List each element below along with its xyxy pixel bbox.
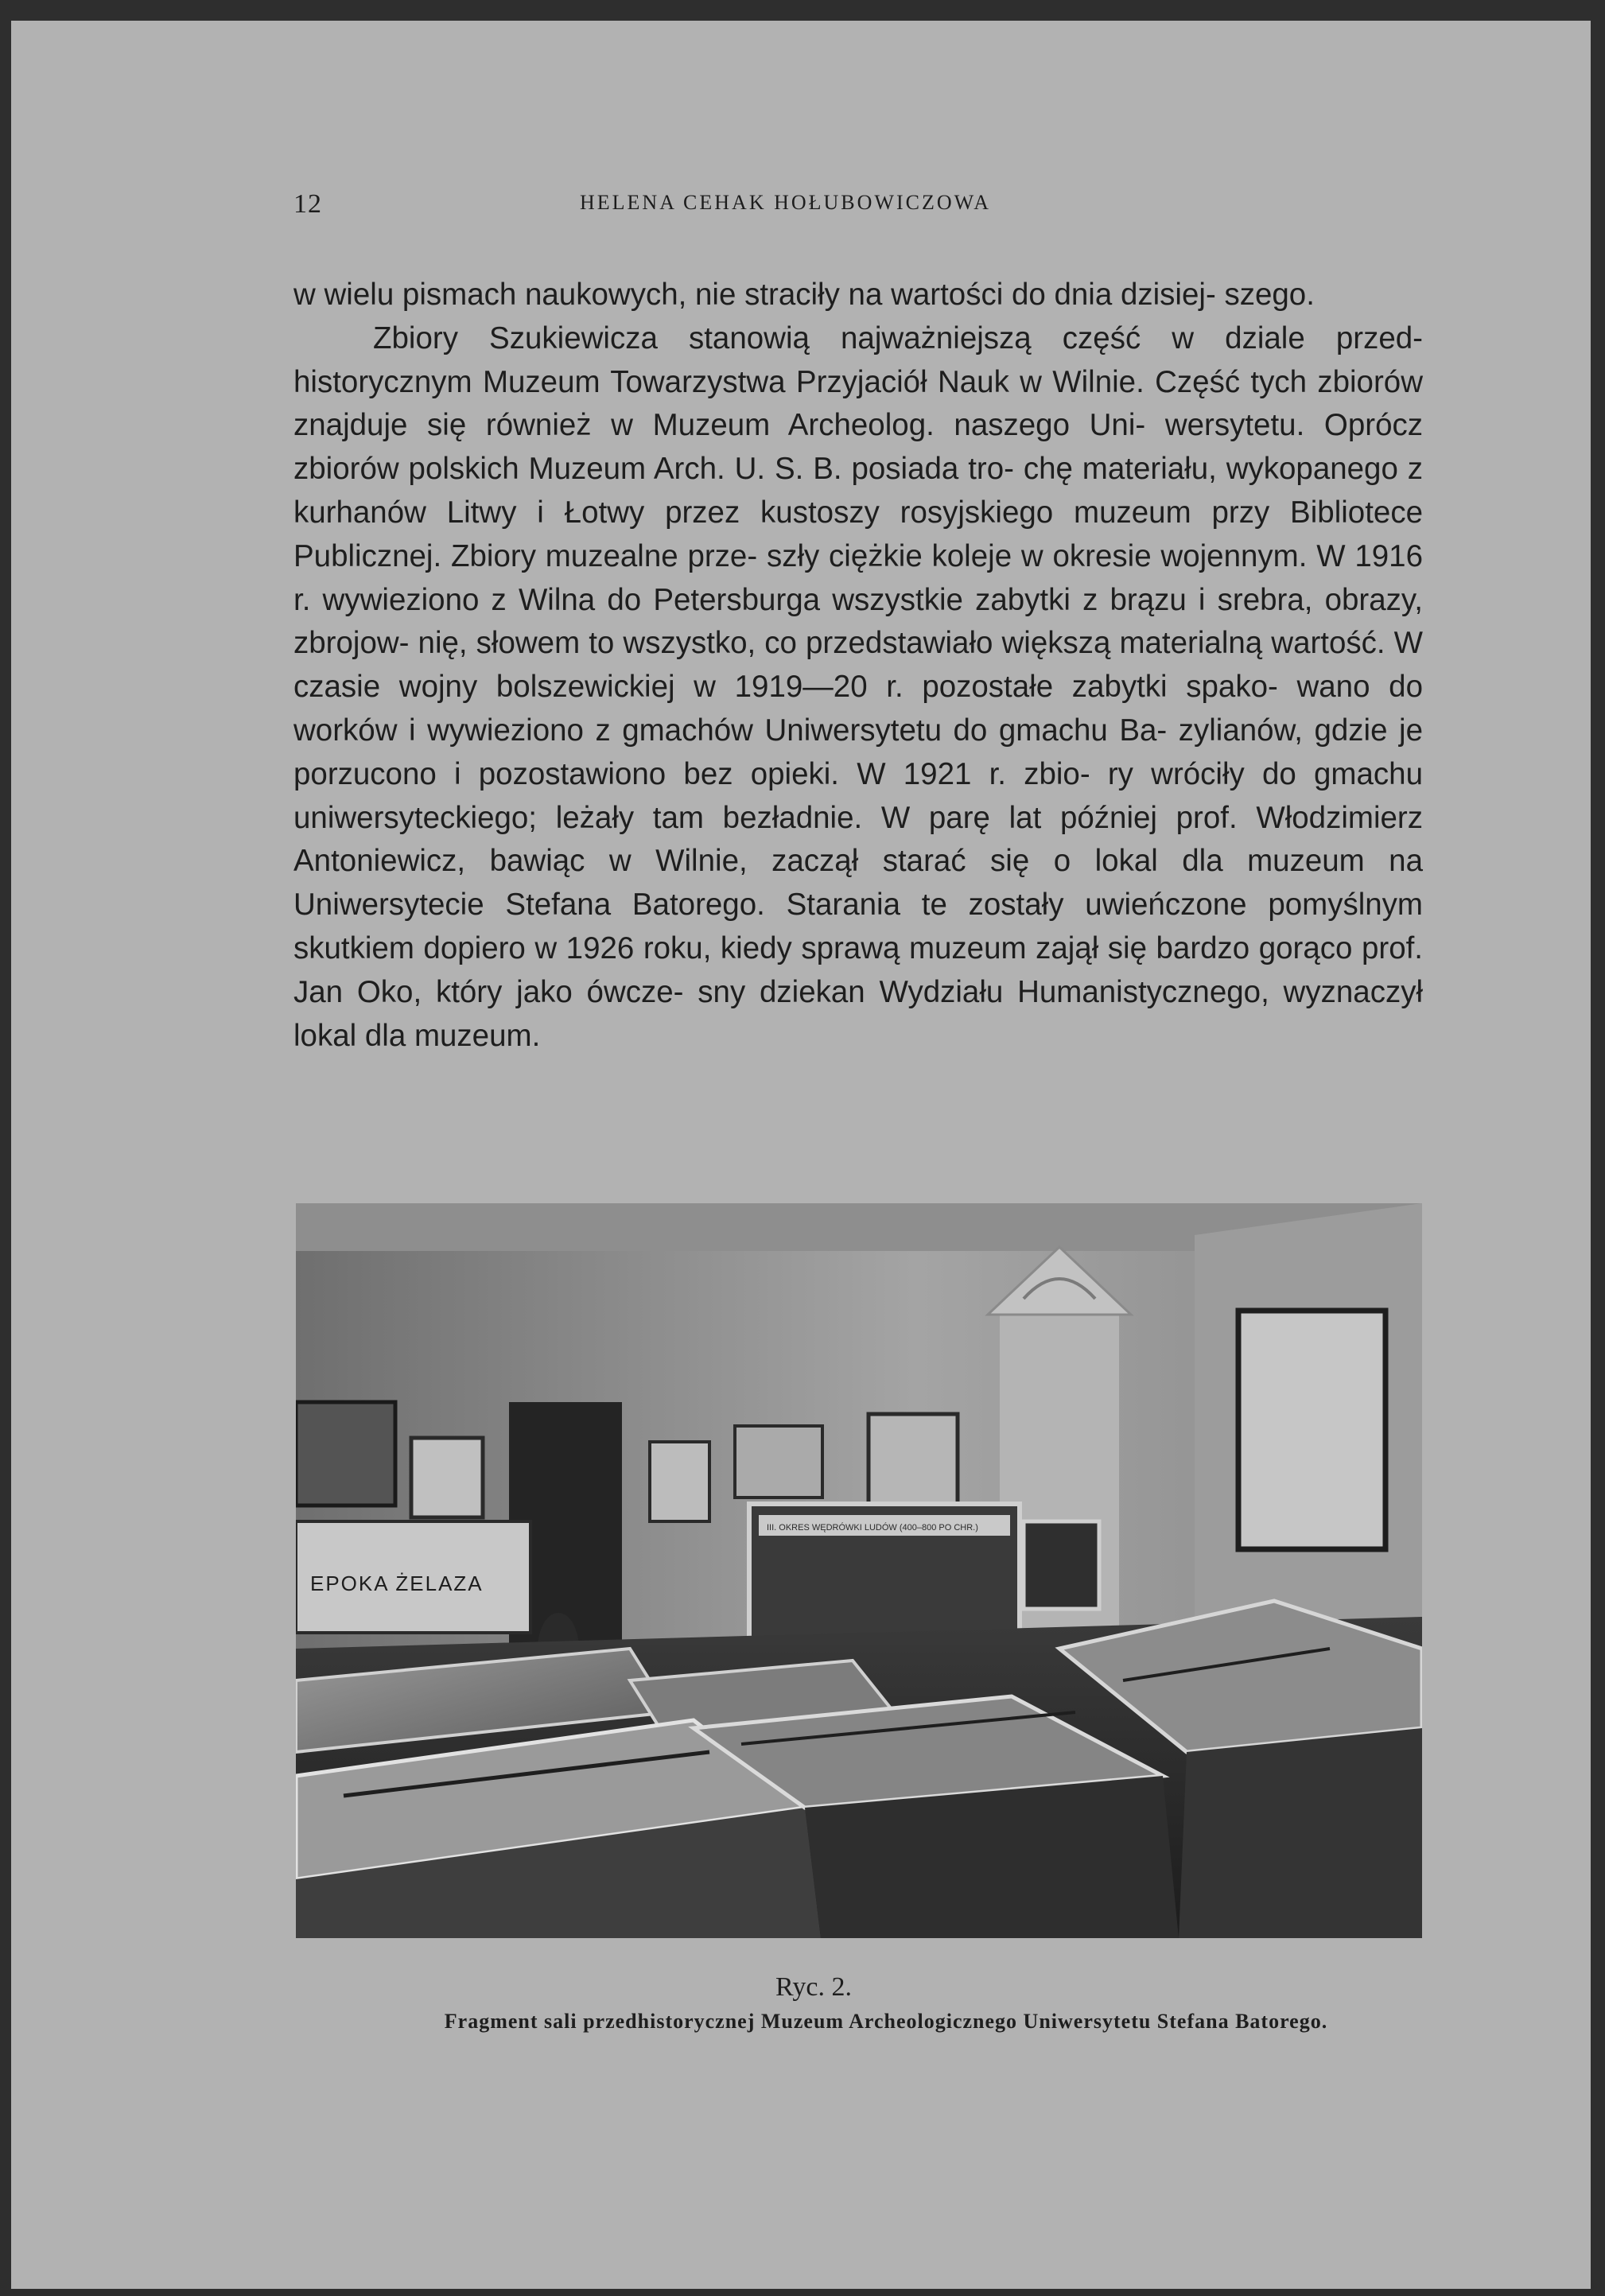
sign-okres-wedrowki: III. OKRES WĘDRÓWKI LUDÓW (400–800 PO CHR.) (767, 1523, 978, 1533)
museum-hall-photo (296, 1203, 1422, 1938)
paragraph-2: Zbiory Szukiewicza stanowią najważniejszą część w dziale przed- historycznym Muzeum Towarzystwa Przyjaciół Nauk w Wilnie. Część tych zbiorów znajduje się również w Muzeum Archeolog. naszego Uni- wersytetu. Oprócz zbiorów polskich Muzeum Arch. U. S. B. posiada tro- chę materiału, wykopanego z kurhanów Litwy i Łotwy przez kustoszy rosyjskiego muzeum przy Bibliotece Publicznej. Zbiory muzealne prze- szły ciężkie koleje w okresie wojennym. W 1916 r. wywieziono z Wilna do Petersburga wszystkie zabytki z brązu i srebra, obrazy, zbrojow- nię, słowem to wszystko, co przedstawiało większą materialną wartość. W czasie wojny bolszewickiej w 1919—20 r. pozostałe zabytki spako- wano do worków i wywieziono z gmachów Uniwersytetu do gmachu Ba- zylianów, gdzie je porzucono i pozostawiono bez opieki. W 1921 r. zbio- ry wróciły do gmachu uniwersyteckiego; leżały tam bezładnie. W parę lat później prof. Włodzimierz Antoniewicz, bawiąc w Wilnie, zaczął starać się o lokal dla muzeum na Uniwersytecie Stefana Batorego. Starania te zostały uwieńczone pomyślnym skutkiem dopiero w 1926 roku, kiedy sprawą muzeum zajął się bardzo gorąco prof. Jan Oko, który jako ówcze- sny dziekan Wydziału Humanistycznego, wyznaczył lokal dla muzeum. (293, 321, 1423, 1053)
page-header (293, 178, 1423, 226)
book-page (11, 21, 1591, 2289)
sign-epoka-zelaza: EPOKA ŻELAZA (310, 1571, 484, 1595)
museum-hall-illustration (296, 1203, 1422, 1938)
page-number: 12 (293, 189, 322, 219)
figure-caption: Fragment sali przedhistorycznej Muzeum Archeologicznego Uniwersytetu Stefana Batorego. (444, 2010, 1328, 2033)
paragraph-1: w wielu pismach naukowych, nie straciły na wartości do dnia dzisiej- szego. (293, 278, 1315, 312)
figure-label: Ryc. 2. (775, 1972, 852, 2002)
running-head: HELENA CEHAK HOŁUBOWICZOWA (580, 191, 992, 214)
body-text (293, 274, 1423, 1058)
